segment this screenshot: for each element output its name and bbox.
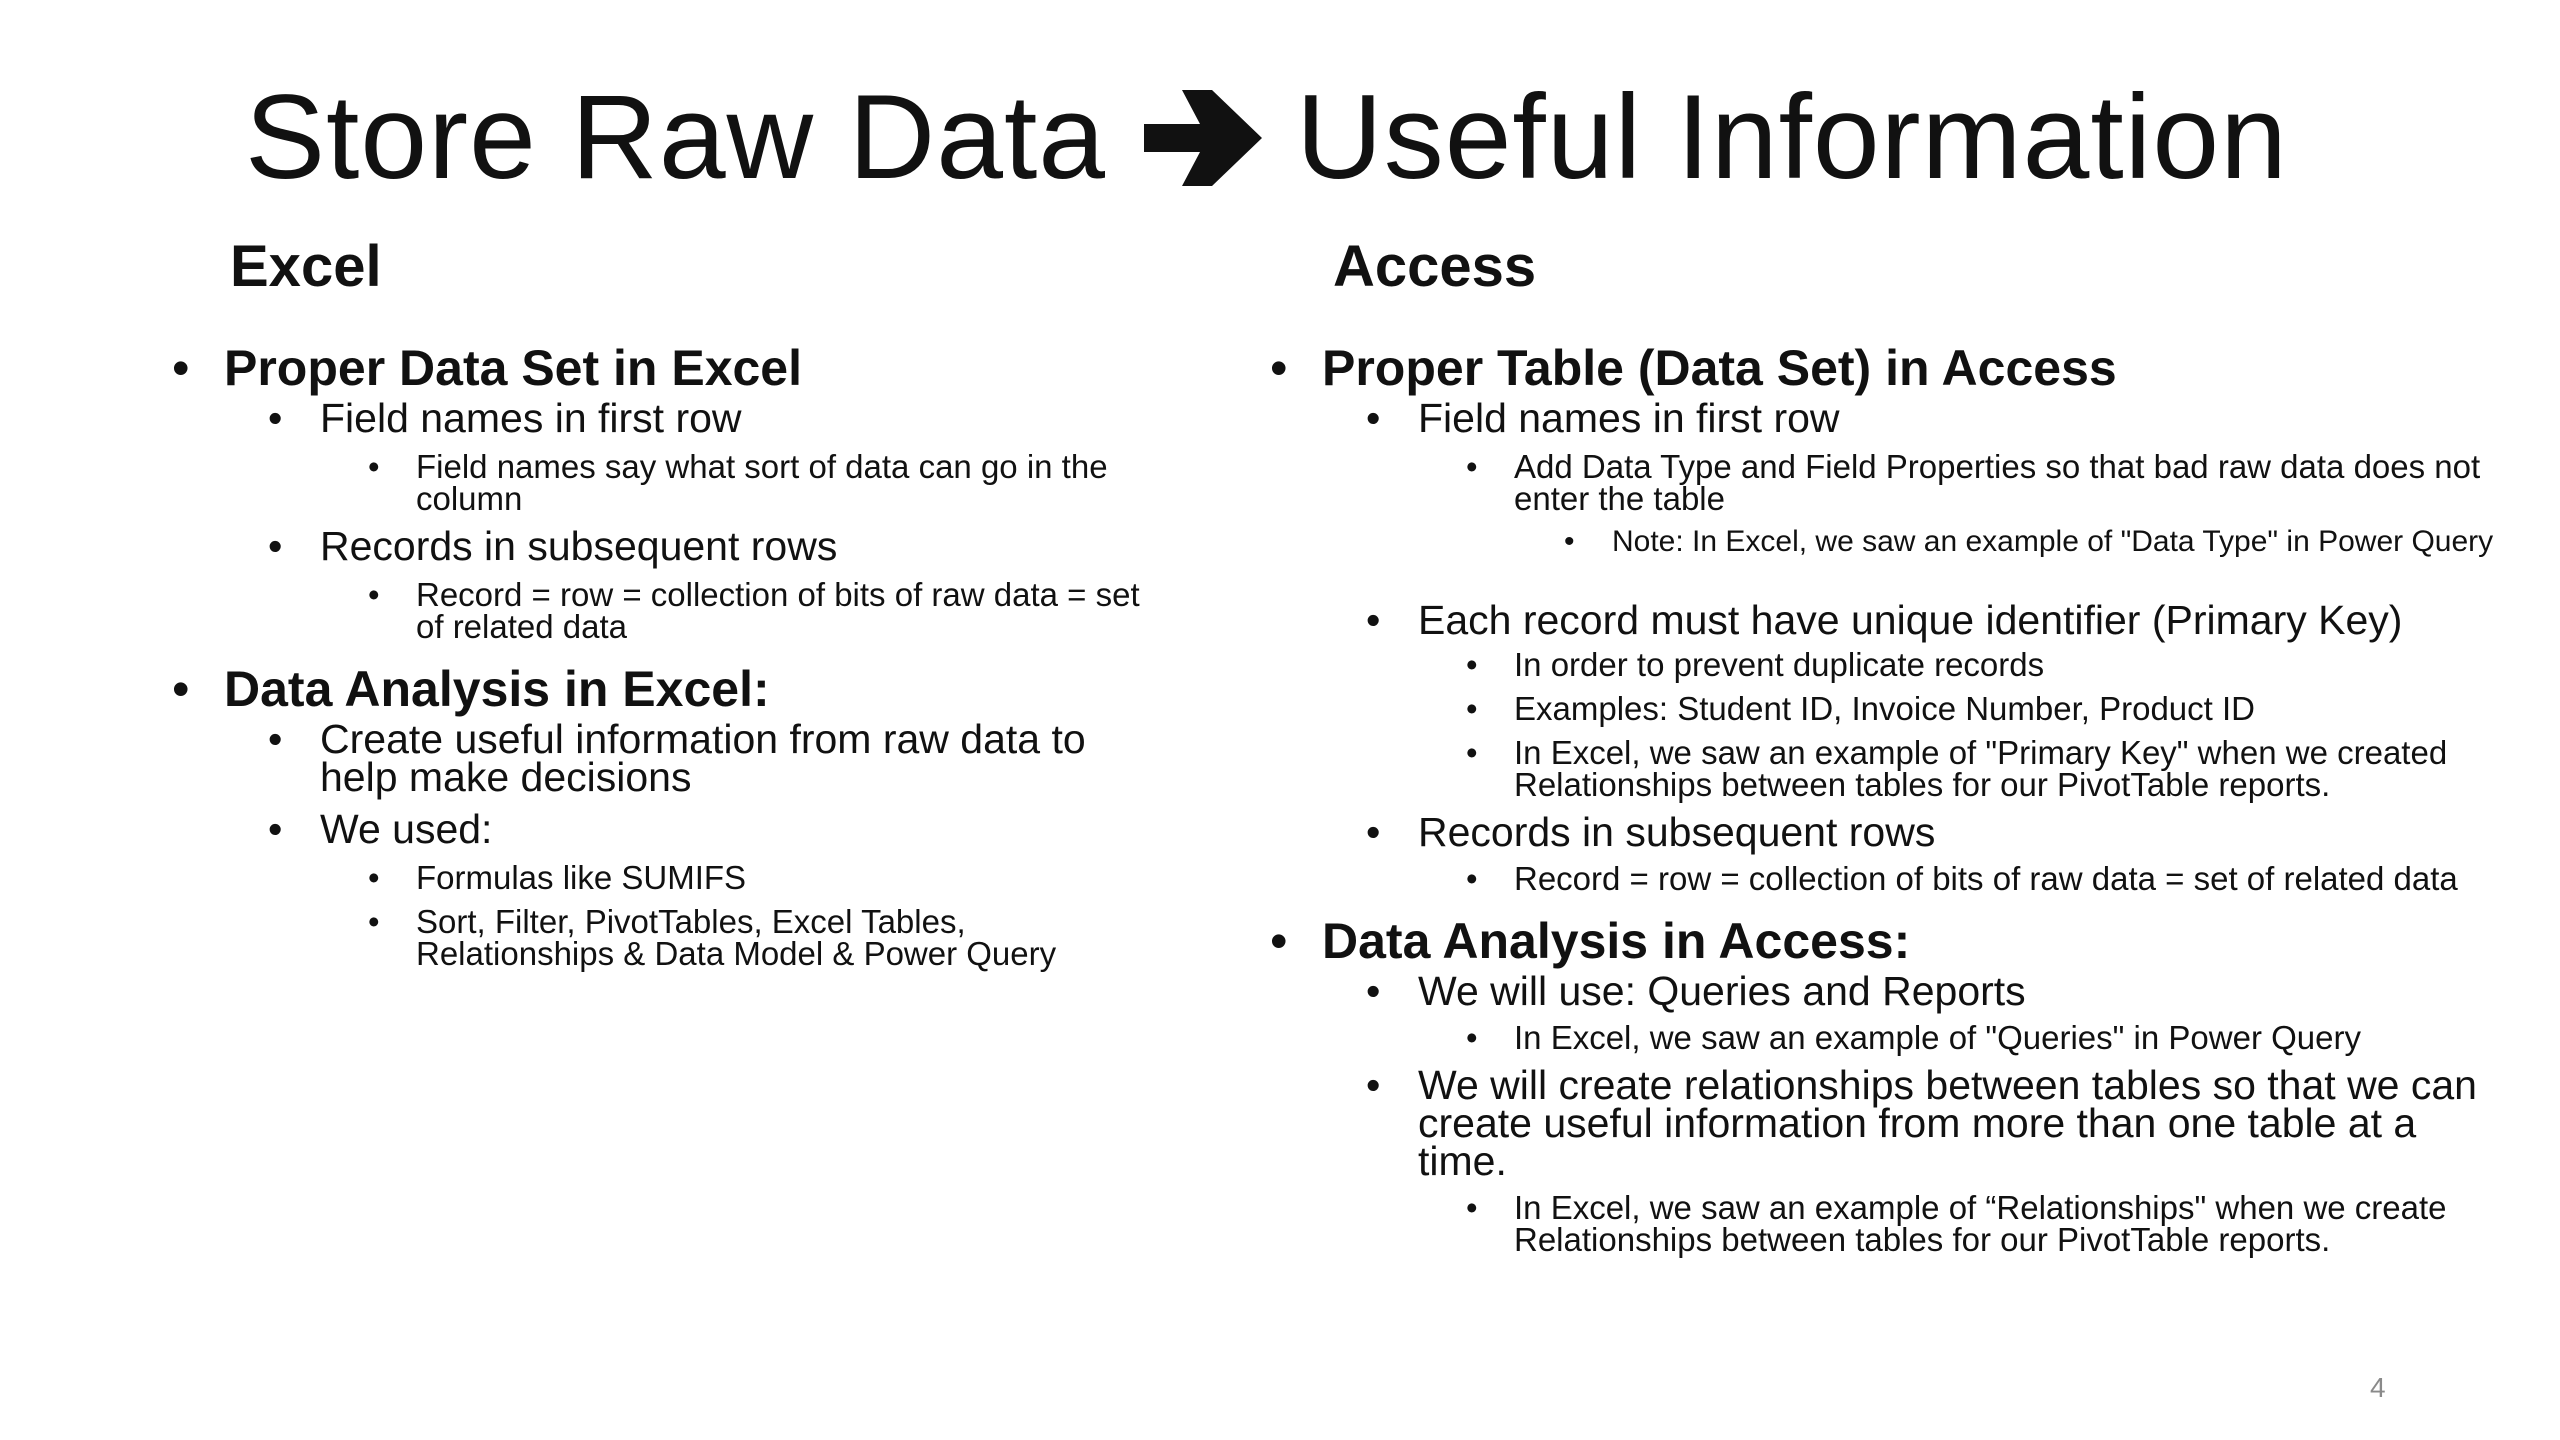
bullet-level1: • Data Analysis in Excel: bbox=[172, 661, 1172, 717]
list-item bbox=[1270, 448, 2505, 517]
bullet-level2: • Create useful information from raw data to help make decisions bbox=[172, 720, 1172, 796]
excel-column bbox=[172, 340, 1172, 970]
bullet-level3: • Examples: Student ID, Invoice Number, Product ID bbox=[1270, 693, 2505, 725]
list-item bbox=[1270, 395, 2505, 558]
list-item bbox=[172, 661, 1172, 970]
bullet-level3: • In Excel, we saw an example of "Primary Key" when we created Relationships between tables for our PivotTable reports. bbox=[1270, 737, 2505, 801]
bullet-level2: • Records in subsequent rows bbox=[1270, 813, 2505, 851]
list-item bbox=[172, 903, 1172, 972]
bullet-level1: • Proper Table (Data Set) in Access bbox=[1270, 340, 2505, 396]
list-item bbox=[1270, 646, 2505, 683]
bullet-level2: • Field names in first row bbox=[172, 399, 1172, 437]
list-item bbox=[1270, 1189, 2505, 1258]
bullet-level2: • We used: bbox=[172, 810, 1172, 848]
list-item bbox=[172, 448, 1172, 517]
list-item bbox=[1270, 1019, 2505, 1056]
bullet-level2: • We will use: Queries and Reports bbox=[1270, 972, 2505, 1010]
bullet-level3: • In order to prevent duplicate records bbox=[1270, 649, 2505, 681]
bullet-level3: • Record = row = collection of bits of raw data = set of related data bbox=[172, 579, 1172, 643]
list-item bbox=[172, 340, 1172, 643]
list-item bbox=[1270, 860, 2505, 897]
title-right-text: Useful Information bbox=[1296, 70, 2288, 204]
list-item bbox=[1270, 597, 2505, 803]
list-item bbox=[1270, 690, 2505, 727]
page-number: 4 bbox=[2370, 1372, 2386, 1403]
list-item bbox=[172, 716, 1172, 800]
bullet-level2: • Records in subsequent rows bbox=[172, 527, 1172, 565]
bullet-level3: • Add Data Type and Field Properties so that bad raw data does not enter the table bbox=[1270, 451, 2505, 515]
list-item bbox=[172, 523, 1172, 645]
access-column bbox=[1270, 340, 2505, 1256]
bullet-level3: • Sort, Filter, PivotTables, Excel Tables, Relationships & Data Model & Power Query bbox=[172, 906, 1172, 970]
bullet-level2: • Each record must have unique identifier (Primary Key) bbox=[1270, 601, 2505, 639]
list-item bbox=[1270, 913, 2505, 1256]
list-item bbox=[172, 576, 1172, 645]
bullet-level1: • Data Analysis in Access: bbox=[1270, 913, 2505, 969]
excel-heading: Excel bbox=[230, 234, 382, 299]
title-left-text: Store Raw Data bbox=[245, 70, 1107, 204]
bullet-level4: • Note: In Excel, we saw an example of "Data Type" in Power Query bbox=[1270, 527, 2505, 557]
access-heading: Access bbox=[1333, 234, 1537, 299]
bullet-level3: • In Excel, we saw an example of “Relationships" when we create Relationships between tables for our PivotTable reports. bbox=[1270, 1192, 2505, 1256]
list-item bbox=[172, 806, 1172, 972]
bold-right-arrow-icon bbox=[1144, 70, 1262, 220]
slide-title bbox=[245, 62, 2288, 220]
bullet-level2: • Field names in first row bbox=[1270, 399, 2505, 437]
list-item bbox=[172, 395, 1172, 517]
bullet-level3: • Field names say what sort of data can go in the column bbox=[172, 451, 1172, 515]
bullet-level1: • Proper Data Set in Excel bbox=[172, 340, 1172, 396]
bullet-level2: • We will create relationships between tables so that we can create useful information from more than one table at a time. bbox=[1270, 1066, 2505, 1180]
list-item bbox=[1270, 968, 2505, 1056]
list-item bbox=[1270, 527, 2505, 557]
list-item bbox=[172, 859, 1172, 896]
bullet-level3: • In Excel, we saw an example of "Queries" in Power Query bbox=[1270, 1022, 2505, 1054]
list-item bbox=[1270, 734, 2505, 803]
bullet-level3: • Record = row = collection of bits of raw data = set of related data bbox=[1270, 863, 2505, 895]
bullet-level3: • Formulas like SUMIFS bbox=[172, 862, 1172, 894]
list-item bbox=[1270, 809, 2505, 897]
list-item bbox=[1270, 1062, 2505, 1258]
list-item bbox=[1270, 340, 2505, 895]
